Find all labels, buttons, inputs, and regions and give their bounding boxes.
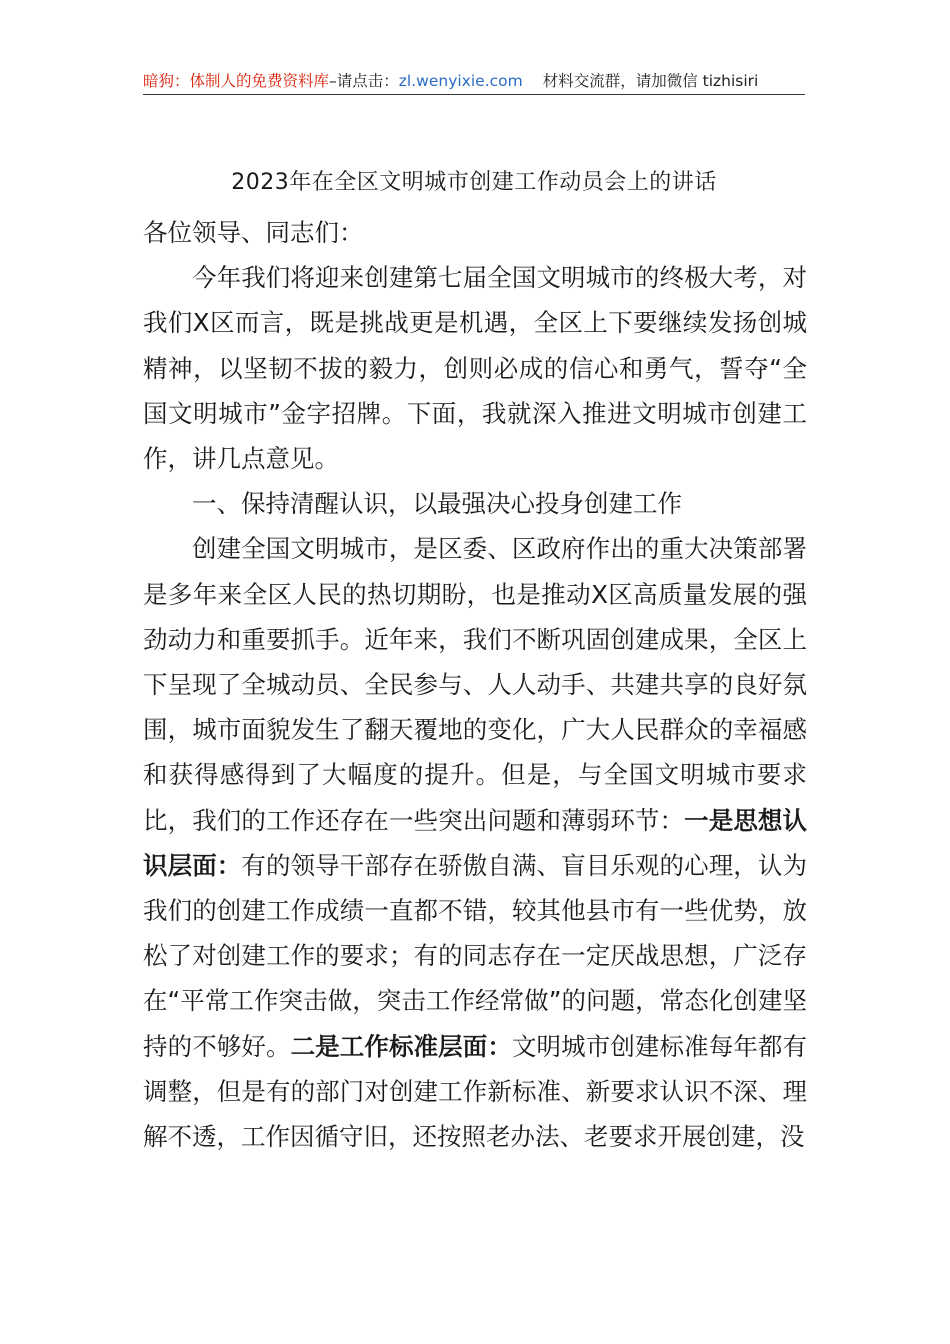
point-text-2: 文明城市创建标准每年都有调整，但是有的部门对创建工作新标准、新要求认识不深、理解不透，工作因循守旧，还按照老办法、老要求开展创建，没 (143, 1031, 808, 1152)
document-title: 2023年在全区文明城市创建工作动员会上的讲话 (231, 170, 717, 195)
header-divider (143, 94, 805, 95)
header-prompt: –请点击： (329, 72, 399, 90)
salutation: 各位领导、同志们： (143, 218, 364, 247)
point-label-2: 二是工作标准层面： (290, 1031, 512, 1061)
point-label-1: 一是思想认识层面： (143, 805, 808, 880)
document-body (143, 210, 807, 1159)
point-text-1: 有的领导干部存在骄傲自满、盲目乐观的心理，认为我们的创建工作成绩一直都不错，较其他县市有一些优势，放松了对创建工作的要求；有的同志存在一定厌战思想，广泛存在“平常工作突击做，突击工作经常做”的问题，常态化创建坚持的不够好。 (143, 850, 808, 1061)
paragraph-text: 创建全国文明城市，是区委、区政府作出的重大决策部署是多年来全区人民的热切期盼，也是推动X区高质量发展的强劲动力和重要抓手。近年来，我们不断巩固创建成果，全区上下呈现了全城动员、全民参与、人人动手、共建共享的良好氛围，城市面貌发生了翻天覆地的变化，广大人民群众的幸福感和获得感得到了大幅度的提升。但是，与全国文明城市要求比，我们的工作还存在一些突出问题和薄弱环节： (143, 534, 807, 835)
header-wechat-note: 材料交流群，请加微信 tizhisiri (542, 72, 759, 90)
intro-paragraph: 今年我们将迎来创建第七届全国文明城市的终极大考，对我们X区而言，既是挑战更是机遇，全区上下要继续发扬创城精神，以坚韧不拔的毅力，创则必成的信心和勇气，誓夺“全国文明城市”金字招牌。下面，我就深入推进文明城市创建工作，讲几点意见。 (143, 263, 807, 474)
header-brand: 暗狗：体制人的免费资料库 (143, 72, 330, 90)
body-paragraph (143, 526, 807, 1159)
header-link[interactable]: zl.wenyixie.com (398, 72, 523, 90)
page-header (143, 68, 805, 94)
section-heading-1: 一、保持清醒认识，以最强决心投身创建工作 (192, 489, 682, 519)
